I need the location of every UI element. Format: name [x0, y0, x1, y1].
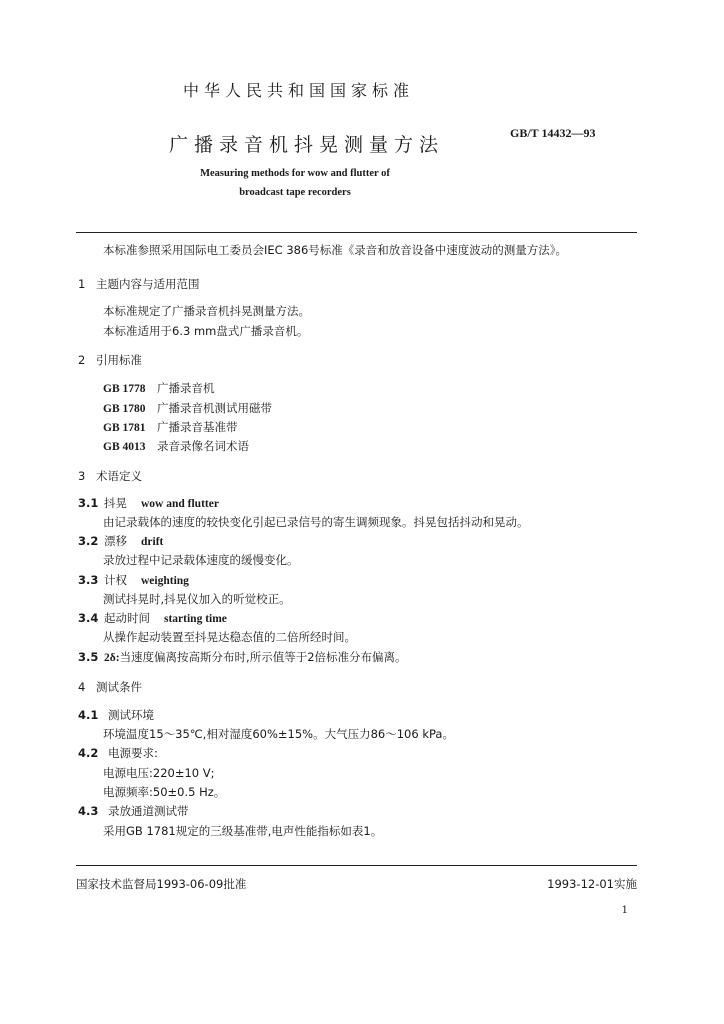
reference-code: GB 1778	[103, 383, 146, 395]
reference-code: GB 4013	[103, 441, 146, 453]
reference-name: 录音录像名词术语	[157, 439, 249, 453]
standard-number: GB/T 14432—93	[510, 126, 596, 140]
section-2-title: 引用标准	[96, 353, 142, 367]
bottom-rule	[76, 865, 637, 866]
section-3-heading	[78, 468, 142, 484]
term-3-4-definition: 从操作起动装置至抖晃达稳态值的二倍所经时间。	[103, 630, 356, 644]
term-3-2-definition: 录放过程中记录载体速度的缓慢变化。	[103, 553, 299, 567]
approval-note: 国家技术监督局1993-06-09批准	[76, 877, 247, 891]
term-english: weighting	[141, 575, 189, 587]
reference-row	[103, 420, 238, 435]
section-3-number: 3	[78, 469, 86, 483]
standard-type-heading: 中华人民共和国国家标准	[183, 81, 415, 100]
section-2-number: 2	[78, 353, 86, 367]
subsection-title: 测试环境	[108, 708, 154, 722]
english-title-line1: Measuring methods for wow and flutter of	[200, 168, 390, 179]
term-chinese: 起动时间	[104, 611, 150, 625]
subsection-4-2	[78, 746, 158, 760]
term-3-3	[78, 573, 189, 588]
section-1-para-1: 本标准规定了广播录音机抖晃测量方法。	[103, 304, 310, 318]
term-3-5-text: 当速度偏离按高斯分布时,所示值等于2倍标准分布偏离。	[119, 650, 407, 664]
term-number: 3.3	[78, 573, 99, 587]
section-4-number: 4	[78, 680, 86, 694]
reference-row	[103, 381, 215, 396]
term-chinese: 漂移	[104, 534, 127, 548]
english-title-line2: broadcast tape recorders	[239, 187, 351, 198]
term-number: 3.2	[78, 534, 99, 548]
subsection-4-1	[78, 708, 154, 722]
term-3-2	[78, 534, 163, 549]
power-voltage: 电源电压:220±10 V;	[103, 766, 215, 780]
term-number: 3.1	[78, 496, 99, 510]
term-english: wow and flutter	[141, 498, 219, 510]
term-chinese: 计权	[104, 573, 127, 587]
reference-row	[103, 401, 272, 416]
environment-text: 环境温度15～35℃,相对湿度60%±15%。大气压力86～106 kPa。	[103, 727, 454, 741]
section-1-title: 主题内容与适用范围	[96, 277, 200, 291]
term-number: 3.4	[78, 611, 99, 625]
intro-paragraph: 本标准参照采用国际电工委员会IEC 386号标准《录音和放音设备中速度波动的测量方法》。	[103, 243, 568, 257]
section-2-heading	[78, 352, 142, 368]
section-1-para-2: 本标准适用于6.3 mm盘式广播录音机。	[103, 324, 309, 338]
reference-row	[103, 439, 249, 454]
term-3-1-definition: 由记录载体的速度的较快变化引起已录信号的寄生调频现象。抖晃包括抖动和晃动。	[103, 515, 529, 529]
term-chinese: 抖晃	[104, 496, 127, 510]
reference-name: 广播录音基准带	[157, 420, 238, 434]
reference-code: GB 1780	[103, 403, 146, 415]
subsection-number: 4.2	[78, 746, 99, 760]
term-english: starting time	[164, 613, 227, 625]
document-title: 广播录音机抖晃测量方法	[169, 134, 445, 156]
reference-code: GB 1781	[103, 422, 146, 434]
reference-name: 广播录音机测试用磁带	[157, 401, 272, 415]
term-3-5	[78, 650, 407, 665]
subsection-title: 录放通道测试带	[108, 804, 189, 818]
subsection-number: 4.3	[78, 804, 99, 818]
term-3-4	[78, 611, 227, 626]
two-delta-symbol: 2δ:	[104, 652, 120, 664]
term-3-1	[78, 496, 219, 511]
section-4-title: 测试条件	[96, 680, 142, 694]
subsection-4-3	[78, 804, 189, 818]
section-4-heading	[78, 679, 142, 695]
test-tape-text: 采用GB 1781规定的三级基准带,电声性能指标如表1。	[103, 824, 383, 838]
section-1-number: 1	[78, 277, 86, 291]
subsection-number: 4.1	[78, 708, 99, 722]
term-english: drift	[141, 536, 164, 548]
page-number: 1	[621, 905, 628, 916]
top-rule	[76, 232, 637, 233]
section-1-heading	[78, 276, 200, 292]
subsection-title: 电源要求:	[108, 746, 158, 760]
effective-date: 1993-12-01实施	[547, 877, 637, 891]
term-number: 3.5	[78, 650, 99, 664]
section-3-title: 术语定义	[96, 469, 142, 483]
power-frequency: 电源频率:50±0.5 Hz。	[103, 785, 226, 799]
reference-name: 广播录音机	[157, 381, 215, 395]
term-3-3-definition: 测试抖晃时,抖晃仪加入的听觉校正。	[103, 592, 291, 606]
